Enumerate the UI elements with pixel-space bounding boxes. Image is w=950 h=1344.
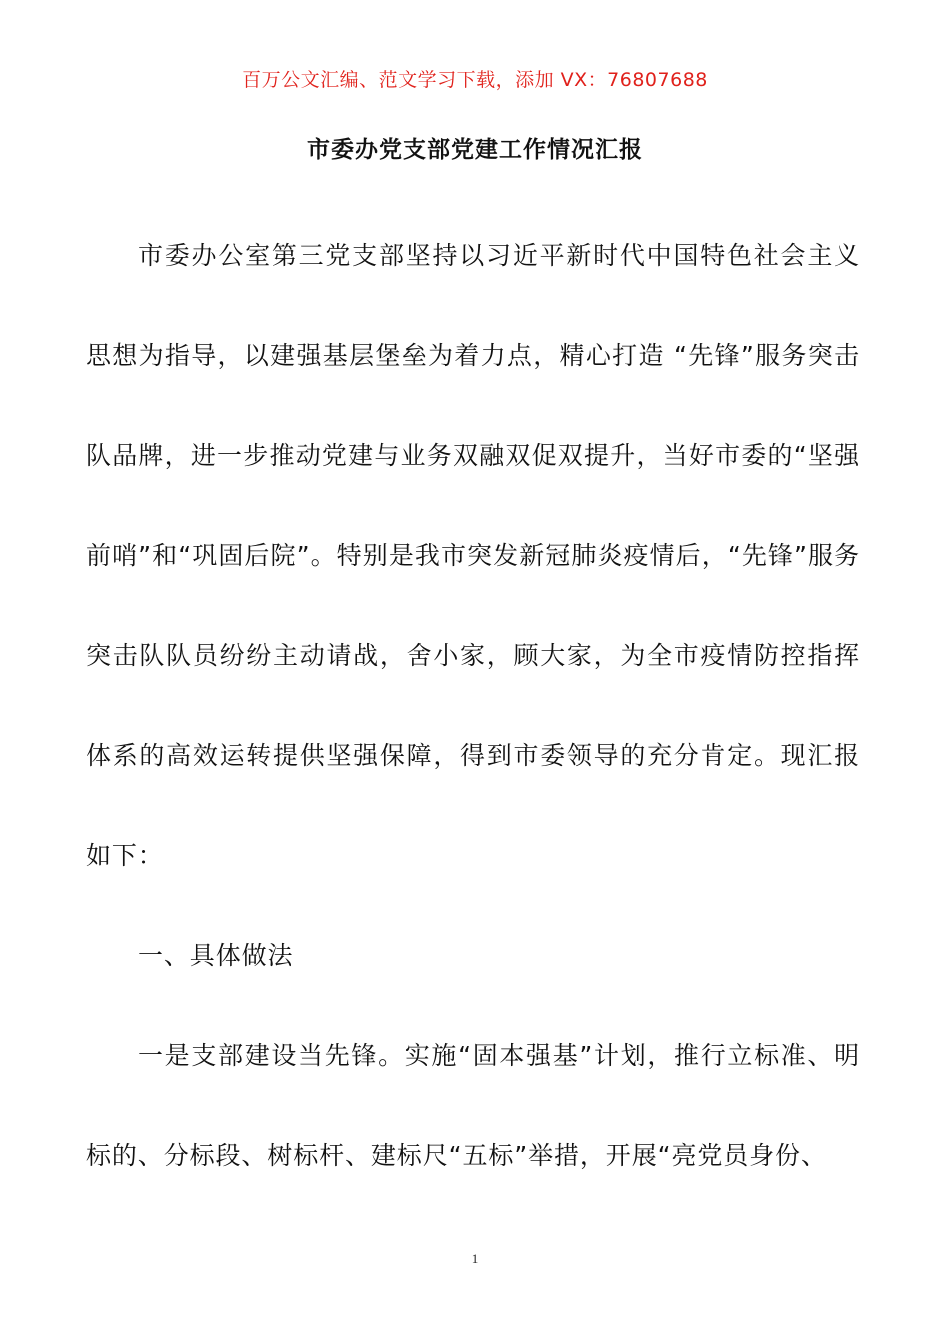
header-note: 百万公文汇编、范文学习下载，添加 VX：76807688: [242, 69, 708, 91]
document-title: 市委办党支部党建工作情况汇报: [307, 137, 643, 163]
section-heading: 一、具体做法: [138, 941, 294, 970]
section-paragraph: 一是支部建设当先锋。实施“固本强基”计划，推行立标准、明标的、分标段、树标杆、建标尺“五标”举措，开展“亮党员身份、: [86, 1041, 860, 1170]
page-number: 1: [471, 1251, 479, 1266]
document-body: [86, 206, 860, 1206]
intro-paragraph: 市委办公室第三党支部坚持以习近平新时代中国特色社会主义思想为指导，以建强基层堡垒为着力点，精心打造 “先锋”服务突击队品牌，进一步推动党建与业务双融双促双提升，当好市委的“坚强前哨”和“巩固后院”。特别是我市突发新冠肺炎疫情后，“先锋”服务突击队队员纷纷主动请战，舍小家，顾大家，为全市疫情防控指挥体系的高效运转提供坚强保障，得到市委领导的充分肯定。现汇报如下：: [86, 241, 860, 870]
